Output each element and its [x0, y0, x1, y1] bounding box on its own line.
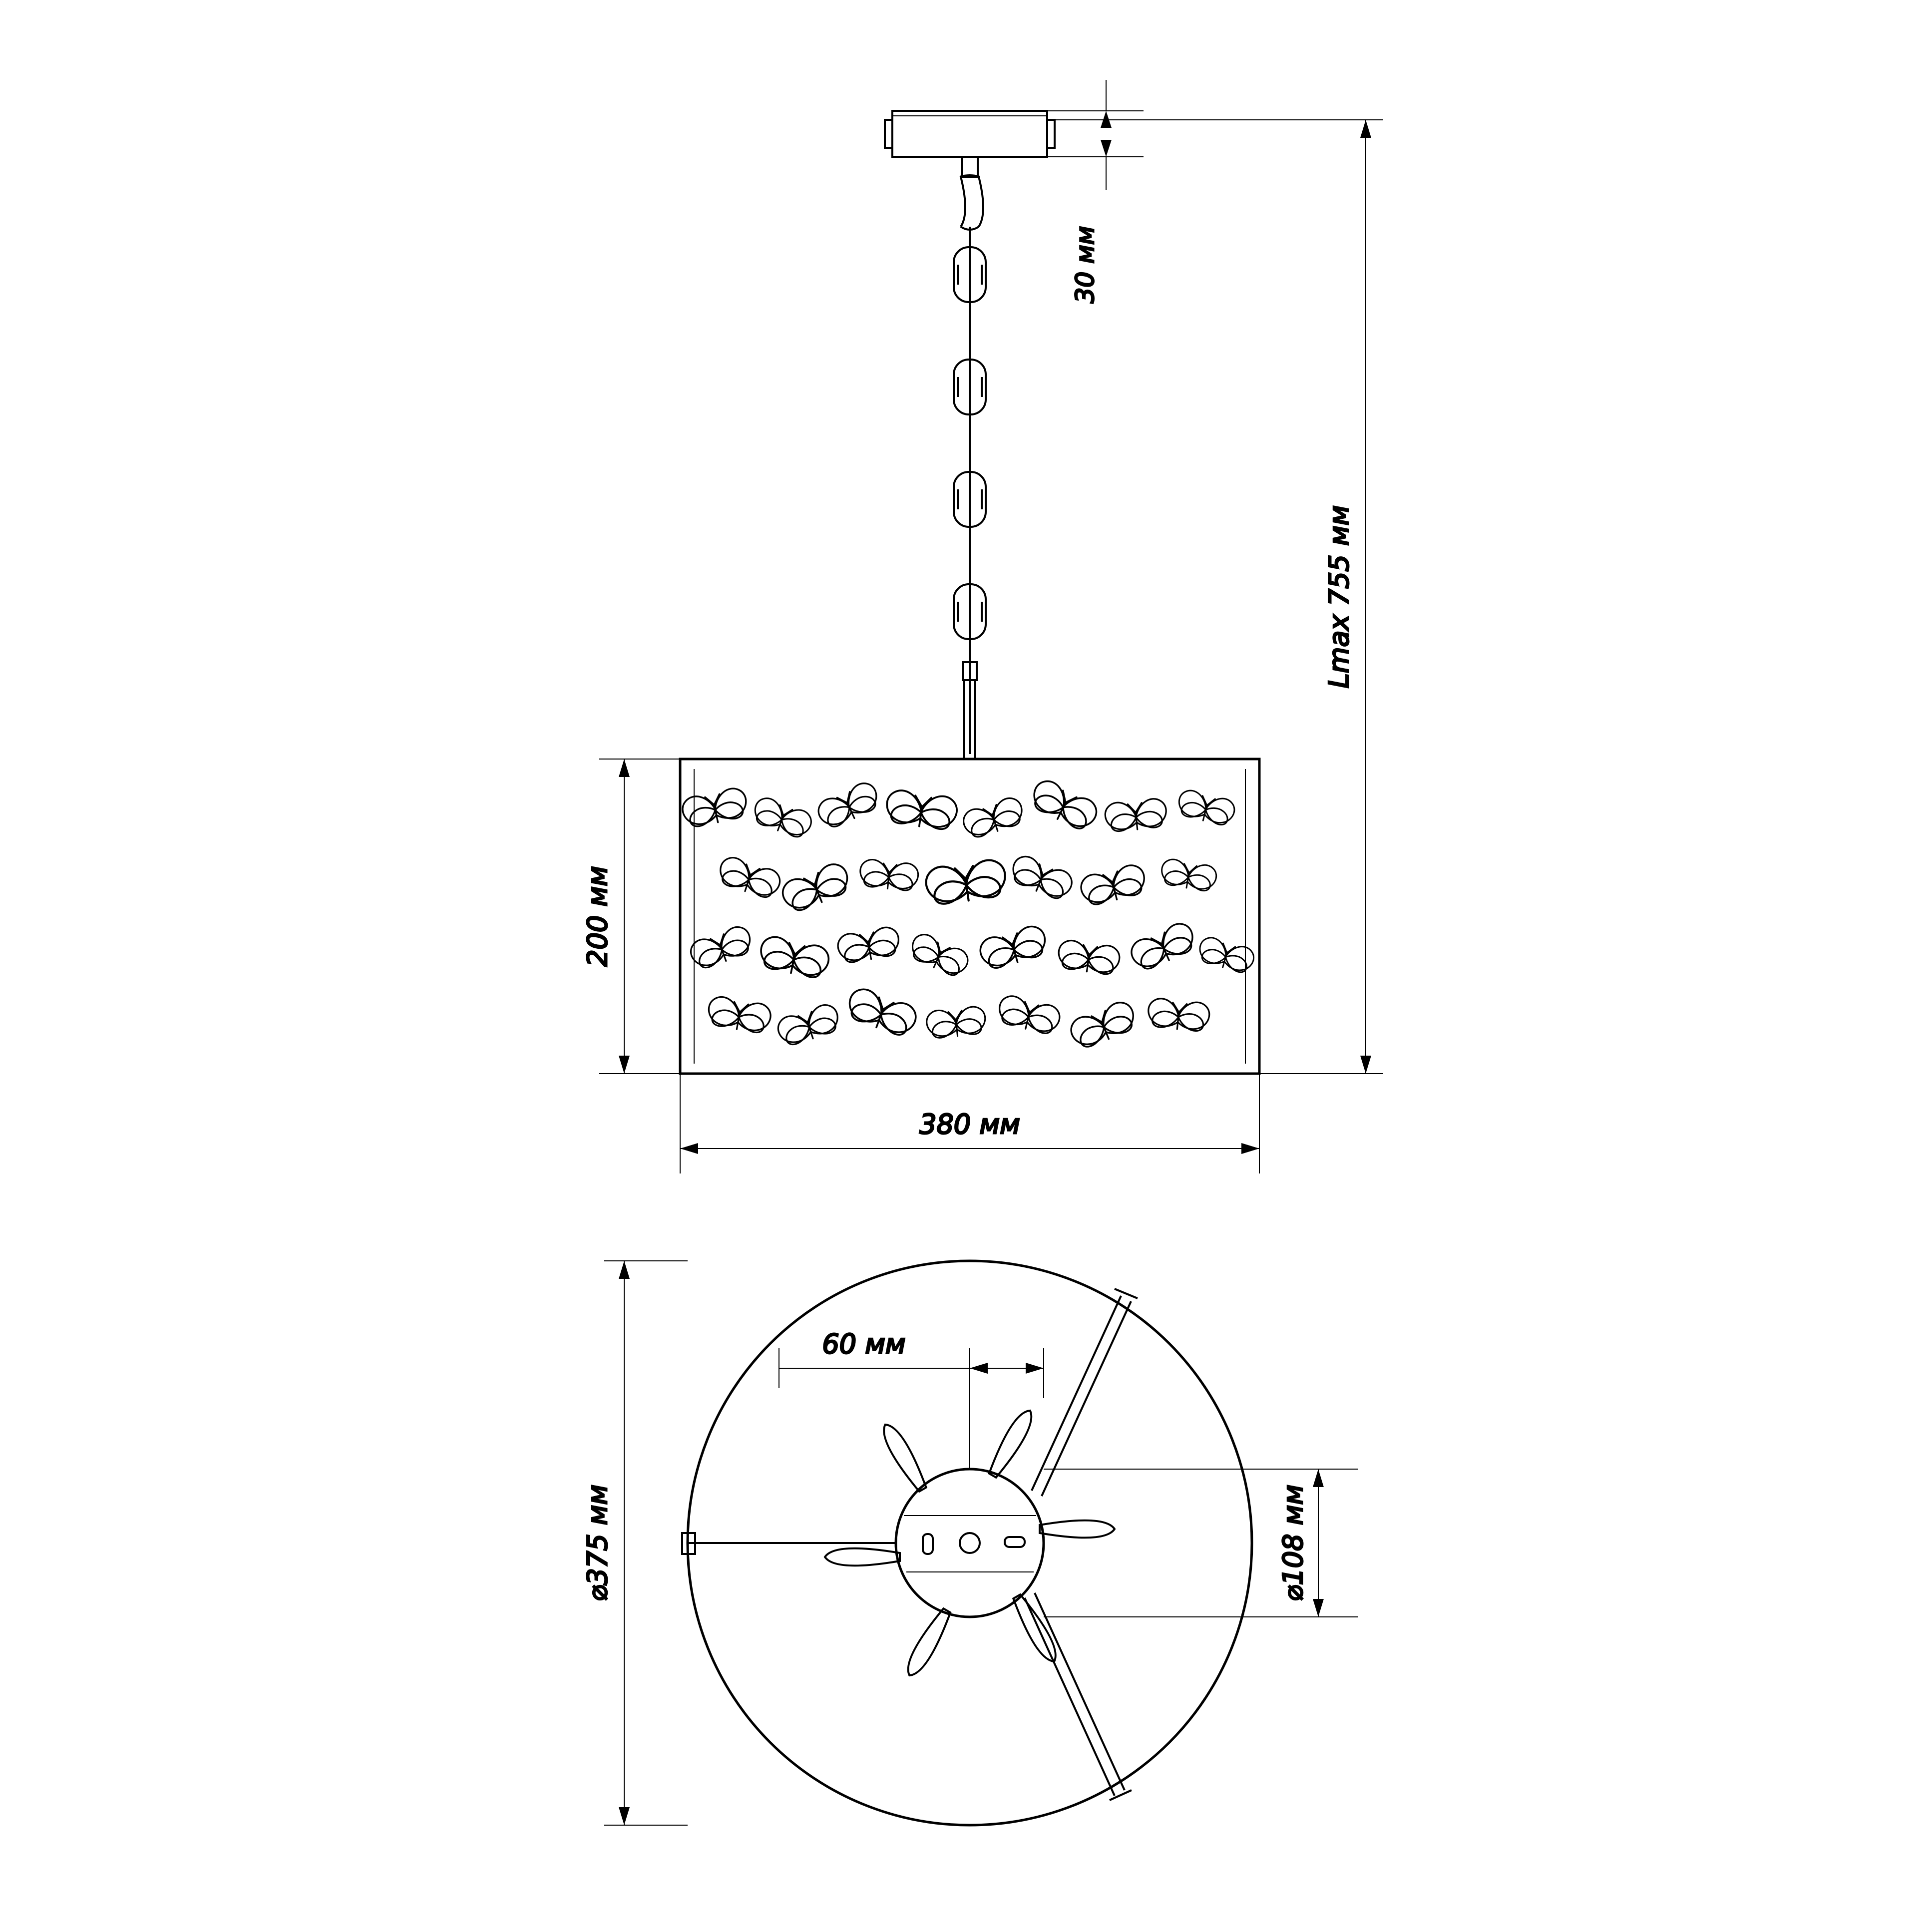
- dimension-label-hub-offset: 60 мм: [822, 1328, 906, 1360]
- dimension-label-shade-height: 200 мм: [582, 866, 613, 967]
- dimension-label-hub-diameter: ⌀108 мм: [1277, 1484, 1309, 1602]
- dimension-label-shade-width: 380 мм: [919, 1109, 1020, 1140]
- dimension-label-canopy-height: 30 мм: [1071, 226, 1100, 304]
- dimension-label-plan-diameter: ⌀375 мм: [582, 1484, 613, 1602]
- dimension-label-total-drop: Lmax 755 мм: [1323, 505, 1355, 689]
